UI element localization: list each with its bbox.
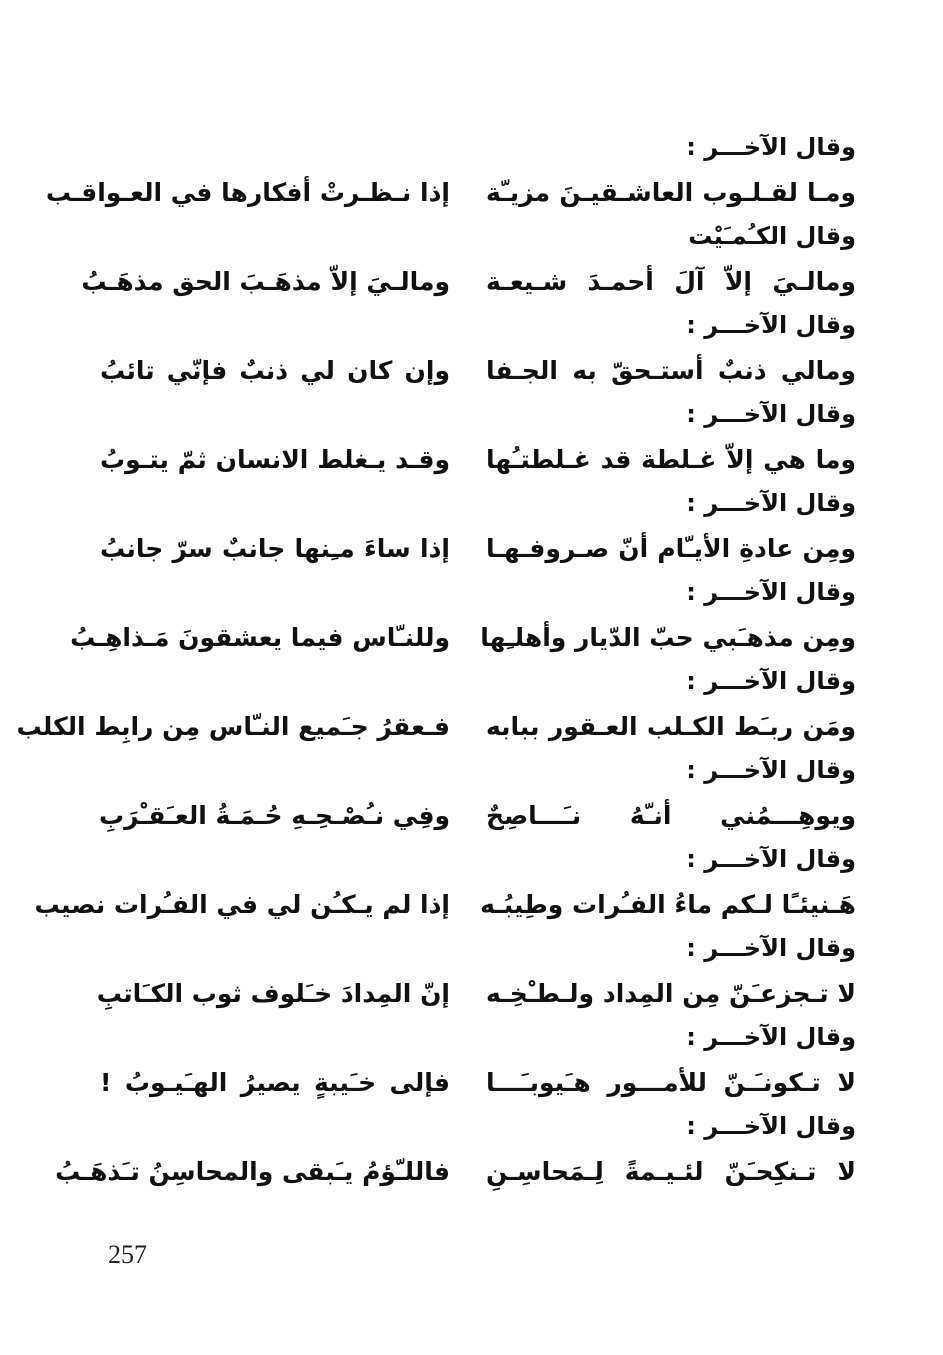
poet-attribution: وقال الآخـــر : [686,756,856,784]
poet-attribution: وقال الآخـــر : [686,578,856,606]
first-hemistich: لا تـنكِحـَنّ لئـيـمةً لِـمَحاسِـنِ [486,1157,856,1186]
second-hemistich: وإن كان لي ذنبٌ فإنّي تائبُ [100,356,450,385]
first-hemistich: هَـنيئـًا لـكم ماءُ الفـُرات وطِيبُـه [480,890,856,919]
verse-line [55,1148,860,1196]
verse-line [90,970,860,1018]
second-hemistich: إذا نـظـرتْ أفكارها في العـواقـب [45,178,450,207]
second-hemistich: وللنـّاس فيما يعشقونَ مَـذاهِـبُ [70,623,450,652]
second-hemistich: وقـد يـغلط الانسان ثمّ يتـوبُ [100,445,450,474]
second-hemistich: إذا ساءَ مـِنها جانبٌ سرّ جانبُ [100,534,450,563]
first-hemistich: ومَن ربـَط الكـلب العـقور ببابه [486,712,856,741]
verse-line [90,436,860,484]
poet-attribution: وقال الآخـــر : [686,311,856,339]
first-hemistich: ومالي ذنبٌ أستـحقّ به الجـفا [486,356,856,385]
poet-attribution: وقال الآخـــر : [686,133,856,161]
verse-line [70,614,860,662]
poet-attribution: وقال الآخـــر : [686,845,856,873]
poet-attribution: وقال الآخـــر : [686,400,856,428]
first-hemistich: ومـا لقـلـوب العاشـقيـنَ مزيـّة [486,178,856,207]
poet-attribution: وقال الآخـــر : [686,934,856,962]
first-hemistich: لا تـكونـَـنّ للأمـــور هـَيوبـَـــا [486,1068,856,1097]
second-hemistich: فـعقرُ جـَميع النـّاس مِن رابِط الكلب [16,712,450,741]
verse-line [45,169,860,217]
poem-entry-12 [55,1106,860,1286]
second-hemistich: فاللـّؤمُ يـَبقى والمحاسِنُ تـَذهَـبُ [55,1157,450,1186]
second-hemistich: إنّ المِدادَ خـَلوف ثوب الكـَاتبِ [96,979,450,1008]
verse-line [16,703,860,751]
second-hemistich: ومالـيَ إلاّ مذهَـبَ الحق مذهَـبُ [81,267,450,296]
poet-attribution: وقال الآخـــر : [686,667,856,695]
second-hemistich: فإلى خـَيبةٍ يصيرُ الهـَيـوبُ ! [100,1068,450,1097]
first-hemistich: ويوهِـــمُني أنـّهُ نـَـــاصِحٌ [486,801,856,830]
verse-line [34,881,860,929]
verse-line [81,258,860,306]
first-hemistich: ومِن عادةِ الأيـّام أنّ صـروفـهـا [486,534,856,563]
verse-line [90,792,860,840]
first-hemistich: ومالـيَ إلاّ آلَ أحمـدَ شـيعـة [486,267,856,296]
first-hemistich: وما هي إلاّ غـلطة قد غـلطتـُها [486,445,856,474]
page-number: 257 [108,1240,147,1269]
poet-attribution: وقال الكـُمـَيْت [688,222,856,250]
verse-line [90,525,860,573]
poet-attribution: وقال الآخـــر : [686,1023,856,1051]
second-hemistich: وفِي نـُصْـحِـهِ حُـمَـةُ العـَقـْرَبِ [98,801,450,830]
verse-line [90,347,860,395]
second-hemistich: إذا لم يـكـُن لي في الفـُرات نصيب [34,890,450,919]
verse-line [90,1059,860,1107]
poet-attribution: وقال الآخـــر : [686,489,856,517]
poet-attribution: وقال الآخـــر : [686,1112,856,1140]
first-hemistich: لا تـجزعـَنّ مِن المِداد ولـطـْخِـه [486,979,856,1008]
first-hemistich: ومِن مذهـَبي حبّ الدّيار وأهلـِها [480,623,856,652]
